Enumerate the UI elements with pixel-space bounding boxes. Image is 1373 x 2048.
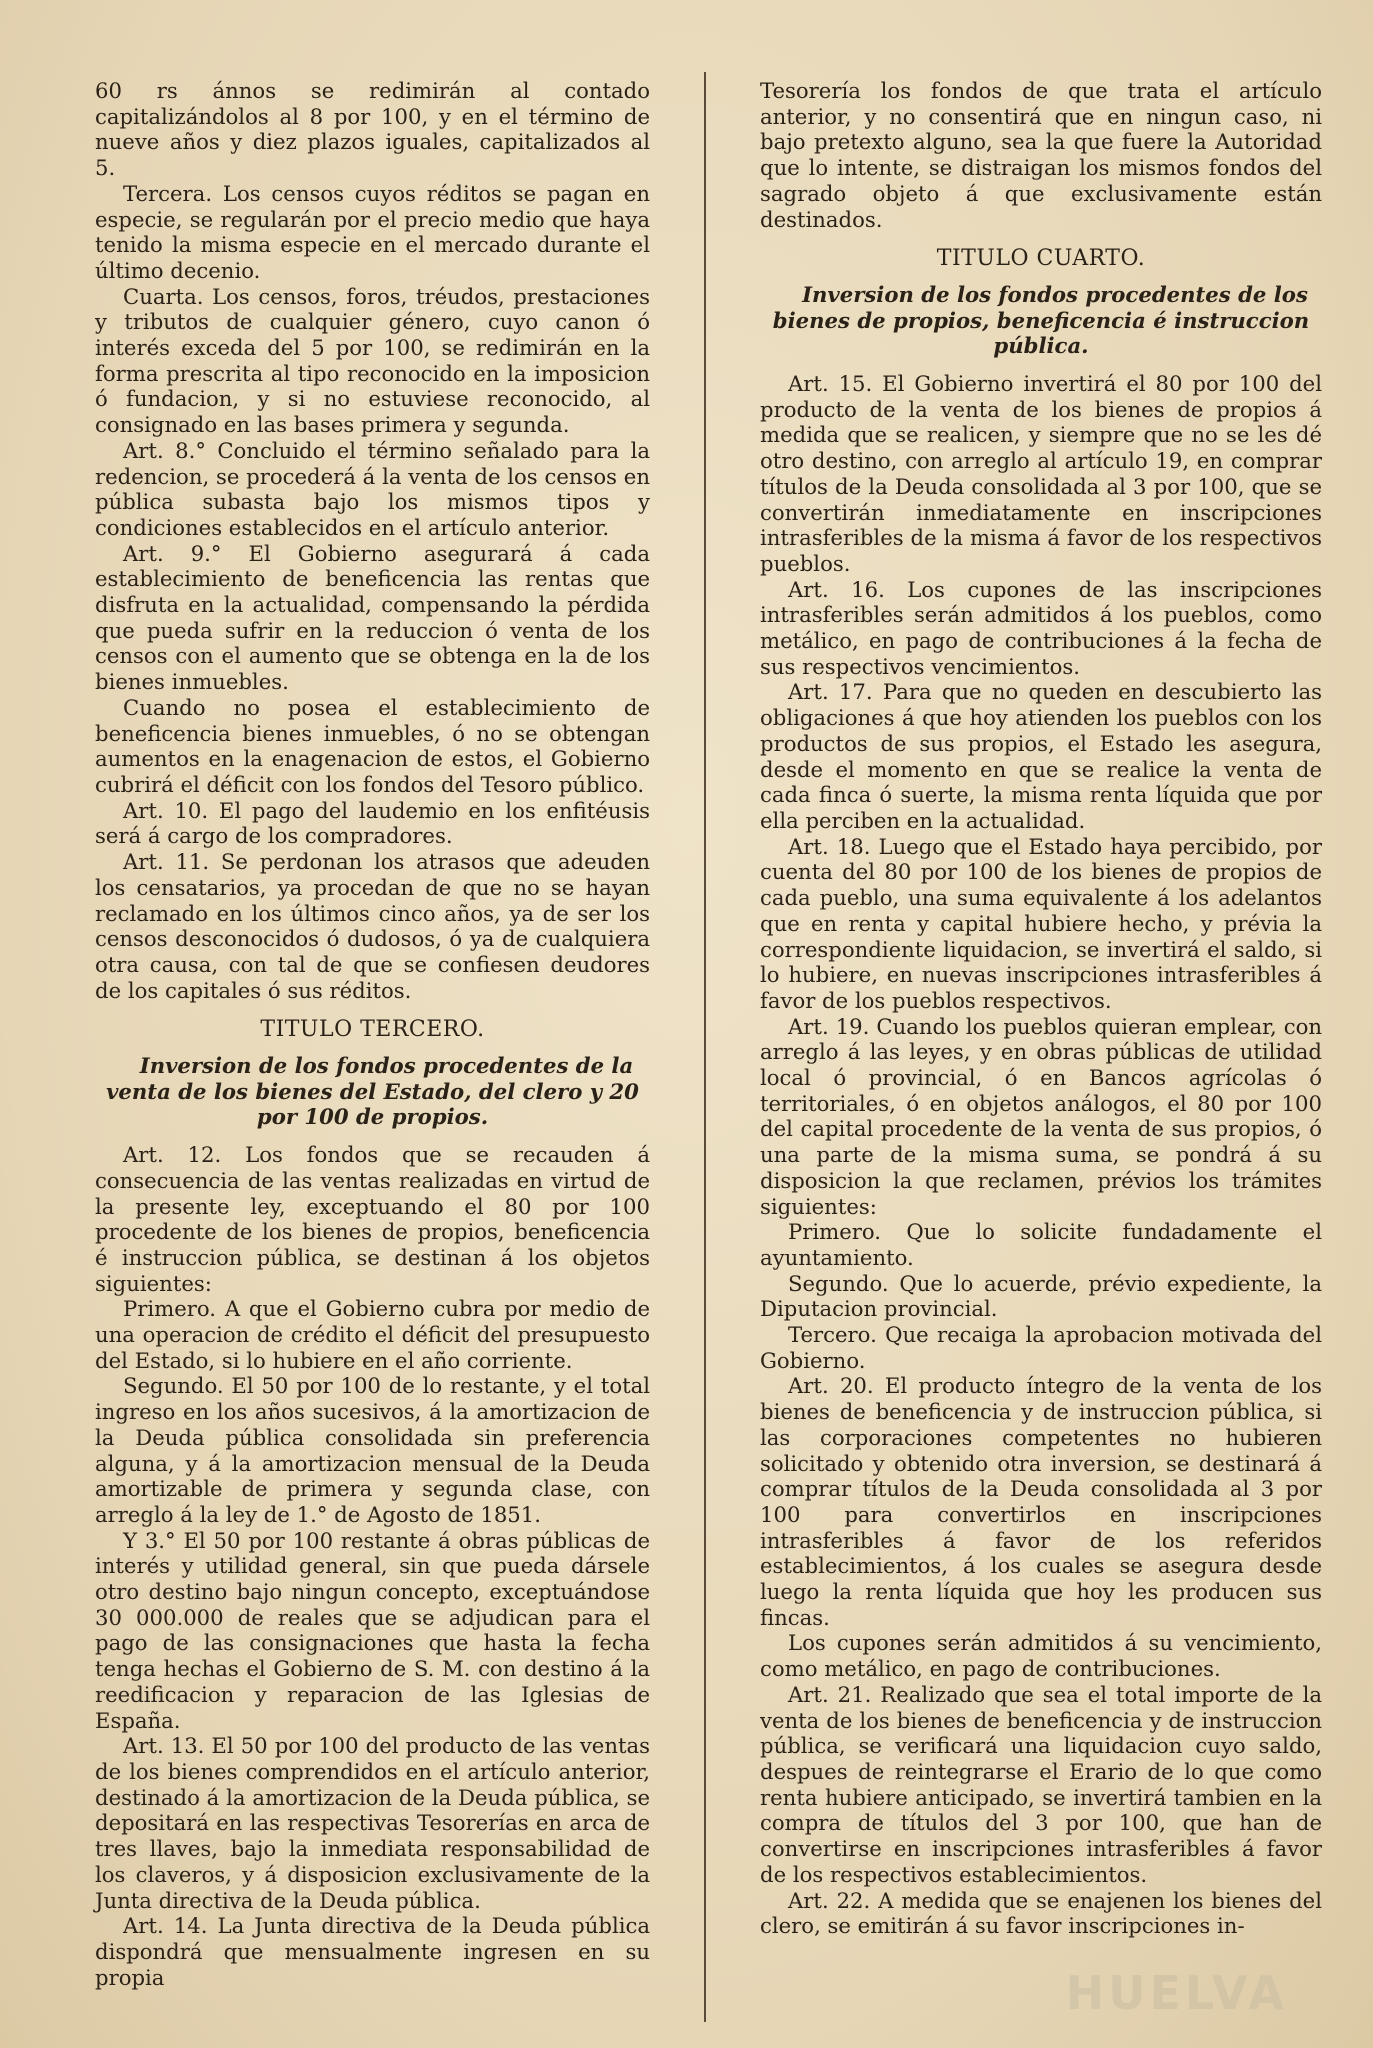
paragraph: Segundo. Que lo acuerde, prévio expediente, la Diputacion provincial. — [760, 1270, 1322, 1322]
section-title: TITULO TERCERO. — [260, 1017, 485, 1043]
paragraph: Art. 11. Se perdonan los atrasos que adeuden los censatarios, ya procedan de que no se hayan reclamado en los últimos cinco años, ya de ser los censos desconocidos ó dudosos, ó ya de cualquiera otra causa, con tal de que se confiesen deudores de los capitales ó sus réditos. — [95, 849, 650, 1003]
paragraph: Tesorería los fondos de que trata el artículo anterior, y no consentirá que en ningun caso, ni bajo pretexto alguno, sea la que fuere la Autoridad que lo intente, se distraigan los mismos fondos del sagrado objeto á que exclusivamente están destinados. — [760, 78, 1322, 232]
paragraph: Art. 19. Cuando los pueblos quieran emplear, con arreglo á las leyes, y en obras públicas de utilidad local ó provincial, ó en Bancos agrícolas ó territoriales, ó en objetos análogos, el 80 por 100 del capital procedente de la venta de sus propios, ó una parte de la misma suma, se pondrá á su disposicion la que reclamen, prévios los trámites siguientes: — [760, 1013, 1322, 1219]
paragraph: Art. 15. El Gobierno invertirá el 80 por 100 del producto de la venta de los bienes de propios á medida que se realicen, y siempre que no se les dé otro destino, con arreglo al artículo 19, en comprar títulos de la Deuda consolidada al 3 por 100, que se convertirán inmediatamente en inscripciones intrasferibles de la misma á favor de los respectivos pueblos. — [760, 371, 1322, 576]
paragraph: Art. 13. El 50 por 100 del producto de las ventas de los bienes comprendidos en el artículo anterior, destinado á la amortizacion de la Deuda pública, se depositará en las respectivas Tesorerías en arca de tres llaves, bajo la inmediata responsabilidad de los claveros, y á disposicion exclusivamente de la Junta directiva de la Deuda pública. — [95, 1733, 650, 1913]
paragraph: Y 3.° El 50 por 100 restante á obras públicas de interés y utilidad general, sin que pueda dársele otro destino bajo ningun concepto, exceptuándose 30 000.000 de reales que se adjudican para el pago de las consignaciones que hasta la fecha tenga hechas el Gobierno de S. M. con destino á la reedificacion y reparacion de las Iglesias de España. — [95, 1527, 650, 1733]
paragraph: Art. 14. La Junta directiva de la Deuda pública dispondrá que mensualmente ingresen en su propia — [95, 1913, 650, 1990]
paragraph: Cuarta. Los censos, foros, tréudos, prestaciones y tributos de cualquier género, cuyo canon ó interés exceda del 5 por 100, se redimirán en la forma prescrita al tipo reconocido en la imposicion ó fundacion, y si no estuviese reconocido, al consignado en las bases primera y segunda. — [95, 283, 650, 438]
section-subtitle: Inversion de los fondos procedentes de los bienes de propios, beneficencia é instruccion pública. — [772, 281, 1310, 359]
right-column — [760, 78, 1322, 1939]
paragraph: Art. 10. El pago del laudemio en los enfitéusis será á cargo de los compradores. — [95, 797, 650, 849]
paragraph: Tercero. Que recaiga la aprobacion motivada del Gobierno. — [760, 1322, 1322, 1373]
paragraph: Art. 12. Los fondos que se recauden á consecuencia de las ventas realizadas en virtud de la presente ley, exceptuando el 80 por 100 procedente de los bienes de propios, beneficencia é instruccion pública, se destinan á los objetos siguientes: — [95, 1142, 650, 1296]
paragraph: 60 rs ánnos se redimirán al contado capitalizándolos al 8 por 100, y en el término de nueve años y diez plazos iguales, capitalizados al 5. — [95, 78, 650, 181]
paragraph: Art. 9.° El Gobierno asegurará á cada establecimiento de beneficencia las rentas que disfruta en la actualidad, compensando la pérdida que pueda sufrir en la reduccion ó venta de los censos con el aumento que se obtenga en la de los bienes inmuebles. — [95, 540, 650, 695]
archive-watermark: HUELVA — [1065, 1966, 1288, 2020]
paragraph: Art. 18. Luego que el Estado haya percibido, por cuenta del 80 por 100 de los bienes de propios de cada pueblo, una suma equivalente á los adelantos que en renta y capital hubiere hecho, y prévia la correspondiente liquidacion, se invertirá el saldo, si lo hubiere, en nuevas inscripciones intrasferibles á favor de los pueblos respectivos. — [760, 833, 1322, 1013]
paragraph: Los cupones serán admitidos á su vencimiento, como metálico, en pago de contribuciones. — [760, 1630, 1322, 1682]
left-column — [95, 78, 650, 1990]
paragraph: Art. 17. Para que no queden en descubierto las obligaciones á que hoy atienden los pueblos con los productos de sus propios, el Estado les asegura, desde el momento en que se realice la venta de cada finca ó suerte, la misma renta líquida que por ella perciben en la actualidad. — [760, 679, 1322, 833]
paragraph: Art. 8.° Concluido el término señalado para la redencion, se procederá á la venta de los censos en pública subasta bajo los mismos tipos y condiciones establecidos en el artículo anterior. — [95, 437, 650, 540]
paragraph: Art. 16. Los cupones de las inscripciones intrasferibles serán admitidos á los pueblos, como metálico, en pago de contribuciones á la fecha de sus respectivos vencimientos. — [760, 576, 1322, 679]
paragraph: Segundo. El 50 por 100 de lo restante, y el total ingreso en los años sucesivos, á la amortizacion de la Deuda pública consolidada sin preferencia alguna, y á la amortizacion mensual de la Deuda amortizable de primera y segunda clase, con arreglo á la ley de 1.° de Agosto de 1851. — [95, 1373, 650, 1527]
section-subtitle: Inversion de los fondos procedentes de la venta de los bienes del Estado, del clero y 20 por 100 de propios. — [106, 1053, 639, 1130]
paragraph: Tercera. Los censos cuyos réditos se pagan en especie, se regularán por el precio medio que haya tenido la misma especie en el mercado durante el último decenio. — [95, 180, 650, 283]
column-divider — [704, 72, 706, 2022]
paragraph: Art. 20. El producto íntegro de la venta de los bienes de beneficencia y de instruccion pública, si las corporaciones competentes no hubieren solicitado y obtenido otra inversion, se destinará á comprar títulos de la Deuda consolidada al 3 por 100 para convertirlos en inscripciones intrasferibles á favor de los referidos establecimientos, á los cuales se asegura desde luego la renta líquida que hoy les producen sus fincas. — [760, 1373, 1322, 1630]
paragraph: Art. 21. Realizado que sea el total importe de la venta de los bienes de beneficencia y de instruccion pública, se verificará una liquidacion cuyo saldo, despues de reintegrarse el Erario de lo que como renta hubiere anticipado, se invertirá tambien en la compra de títulos del 3 por 100, que han de convertirse en inscripciones intrasferibles á favor de los respectivos establecimientos. — [760, 1681, 1322, 1887]
paragraph: Primero. Que lo solicite fundadamente el ayuntamiento. — [760, 1219, 1322, 1270]
paragraph: Cuando no posea el establecimiento de beneficencia bienes inmuebles, ó no se obtengan aumentos en la enagenacion de estos, el Gobierno cubrirá el déficit con los fondos del Tesoro público. — [95, 694, 650, 797]
paragraph: Art. 22. A medida que se enajenen los bienes del clero, se emitirán á su favor inscripciones in- — [760, 1887, 1322, 1939]
paragraph: Primero. A que el Gobierno cubra por medio de una operacion de crédito el déficit del presupuesto del Estado, si lo hubiere en el año corriente. — [95, 1296, 650, 1373]
section-title: TITULO CUARTO. — [936, 246, 1146, 272]
